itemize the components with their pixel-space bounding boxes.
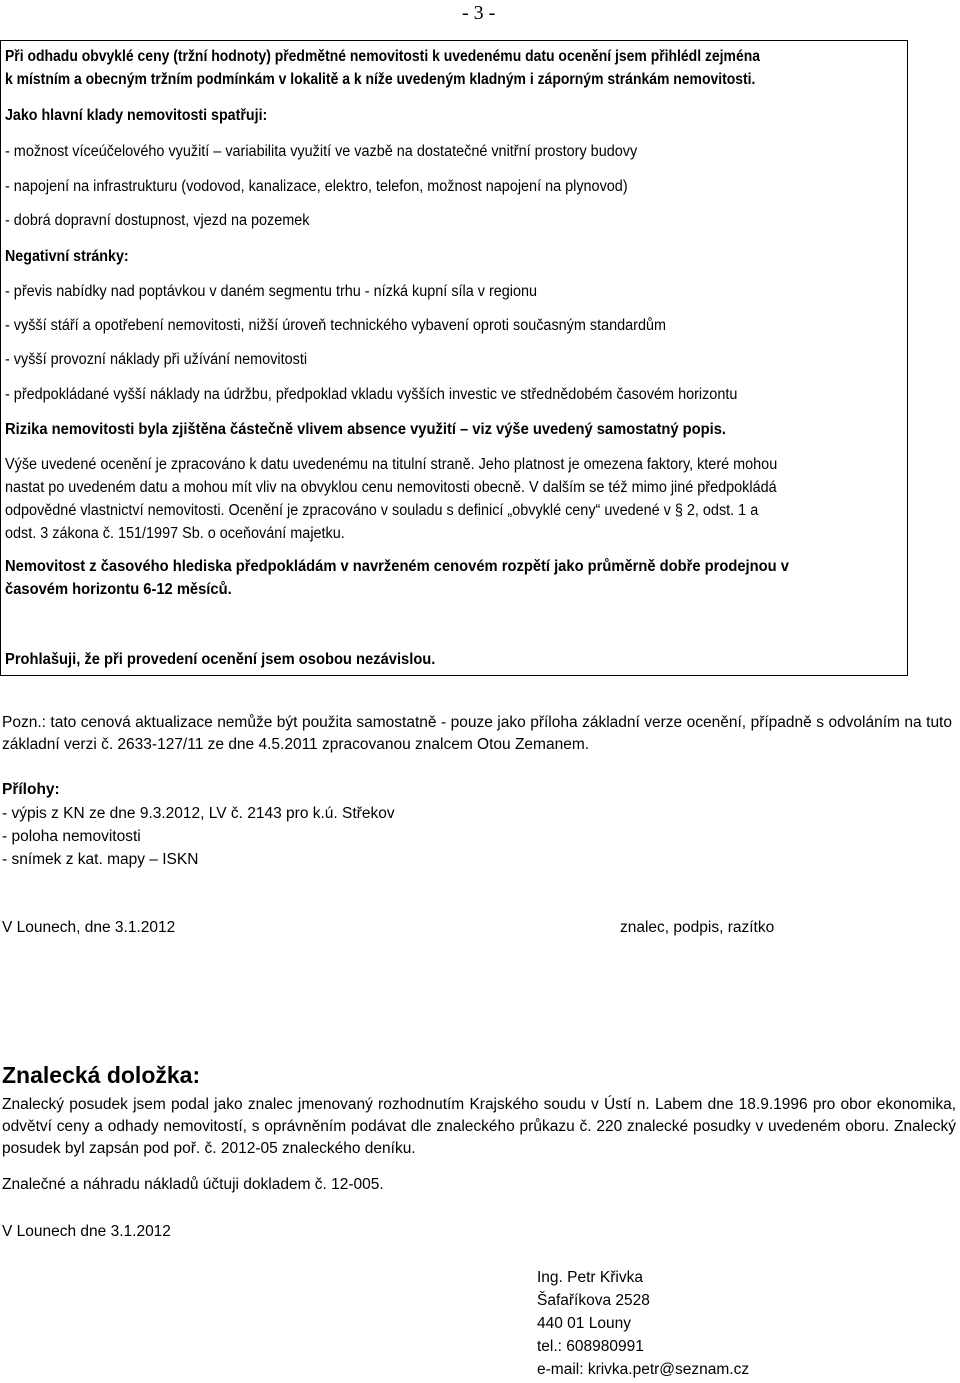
attachment-item: - výpis z KN ze dne 9.3.2012, LV č. 2143 pro k.ú. Střekov xyxy=(2,805,395,822)
negatives-heading: Negativní stránky: xyxy=(5,248,129,265)
fee-statement: Znalečné a náhradu nákladů účtuji dokladem č. 12-005. xyxy=(2,1176,384,1193)
expert-clause-heading: Znalecká doložka: xyxy=(2,1062,201,1088)
positive-item: - dobrá dopravní dostupnost, vjezd na pozemek xyxy=(5,212,310,229)
author-email: e-mail: krivka.petr@seznam.cz xyxy=(537,1361,750,1378)
negative-item: - převis nabídky nad poptávkou v daném segmentu trhu - nízká kupní síla v regionu xyxy=(5,283,538,300)
risks-statement: Rizika nemovitosti byla zjištěna částečně vlivem absence využití – viz výše uvedený samostatný popis. xyxy=(5,421,727,438)
note-paragraph: Pozn.: tato cenová aktualizace nemůže být použita samostatně - pouze jako příloha základní verze ocenění, případně s odvoláním na tuto základní verzi č. 2633-127/11 ze dne 4.5.2011 zpracovanou znalcem Otou Zemanem. xyxy=(2,714,952,753)
validity-line: Výše uvedené ocenění je zpracováno k datu uvedenému na titulní straně. Jeho platnost je omezena faktory, které mohou xyxy=(5,456,778,473)
validity-line: odpovědné vlastnictví nemovitosti. Ocenění je zpracováno v souladu s definicí „obvyklé ceny“ uvedené v § 2, odst. 1 a xyxy=(5,502,759,519)
signature-label: znalec, podpis, razítko xyxy=(620,919,775,936)
negative-item: - vyšší provozní náklady při užívání nemovitosti xyxy=(5,351,308,368)
page-number: - 3 - xyxy=(462,2,496,24)
independence-declaration: Prohlašuji, že při provedení ocenění jsem osobou nezávislou. xyxy=(5,651,436,668)
negative-item: - předpokládané vyšší náklady na údržbu, předpoklad vkladu vyšších investic ve střednědobém časovém horizontu xyxy=(5,386,738,403)
author-name: Ing. Petr Křivka xyxy=(537,1269,643,1286)
clause-place-date: V Lounech dne 3.1.2012 xyxy=(2,1223,171,1240)
validity-line: nastat po uvedeném datu a mohou mít vliv na obvyklou cenu nemovitosti obecně. V dalším se též mimo jiné předpokládá xyxy=(5,479,777,496)
conclusion-line-1: Nemovitost z časového hlediska předpokládám v navrženém cenovém rozpětí jako průměrně dobře prodejnou v xyxy=(5,558,789,575)
attachment-item: - snímek z kat. mapy – ISKN xyxy=(2,851,199,868)
positive-item: - možnost víceúčelového využití – variabilita využití ve vazbě na dostatečné vnitřní prostory budovy xyxy=(5,143,638,160)
intro-line-1: Při odhadu obvyklé ceny (tržní hodnoty) předmětné nemovitosti k uvedenému datu ocenění jsem přihlédl zejména xyxy=(5,48,761,65)
conclusion-line-2: časovém horizontu 6-12 měsíců. xyxy=(5,581,232,598)
positive-item: - napojení na infrastrukturu (vodovod, kanalizace, elektro, telefon, možnost napojení na plynovod) xyxy=(5,178,628,195)
place-date: V Lounech, dne 3.1.2012 xyxy=(2,919,176,936)
validity-line: odst. 3 zákona č. 151/1997 Sb. o oceňování majetku. xyxy=(5,525,345,542)
intro-line-2: k místním a obecným tržním podmínkám v lokalitě a k níže uvedeným kladným i záporným stránkám nemovitosti. xyxy=(5,71,756,88)
negative-item: - vyšší stáří a opotřebení nemovitosti, nižší úroveň technického vybavení oproti současným standardům xyxy=(5,317,667,334)
author-city: 440 01 Louny xyxy=(537,1315,631,1332)
valuation-summary-box xyxy=(0,40,908,676)
author-phone: tel.: 608980991 xyxy=(537,1338,644,1355)
positives-heading: Jako hlavní klady nemovitosti spatřuji: xyxy=(5,107,268,124)
author-street: Šafaříkova 2528 xyxy=(537,1292,650,1309)
expert-clause-text: Znalecký posudek jsem podal jako znalec jmenovaný rozhodnutím Krajského soudu v Ústí n. Labem dne 18.9.1996 pro obor ekonomika, odvětví ceny a odhady nemovitostí, s oprávněním podávat dle znaleckého průkazu č. 220 znalecké posudky v uvedeném oboru. Znalecký posudek byl zapsán pod poř. č. 2012-05 znaleckého deníku. xyxy=(2,1096,956,1157)
attachment-item: - poloha nemovitosti xyxy=(2,828,141,845)
attachments-heading: Přílohy: xyxy=(2,781,60,798)
